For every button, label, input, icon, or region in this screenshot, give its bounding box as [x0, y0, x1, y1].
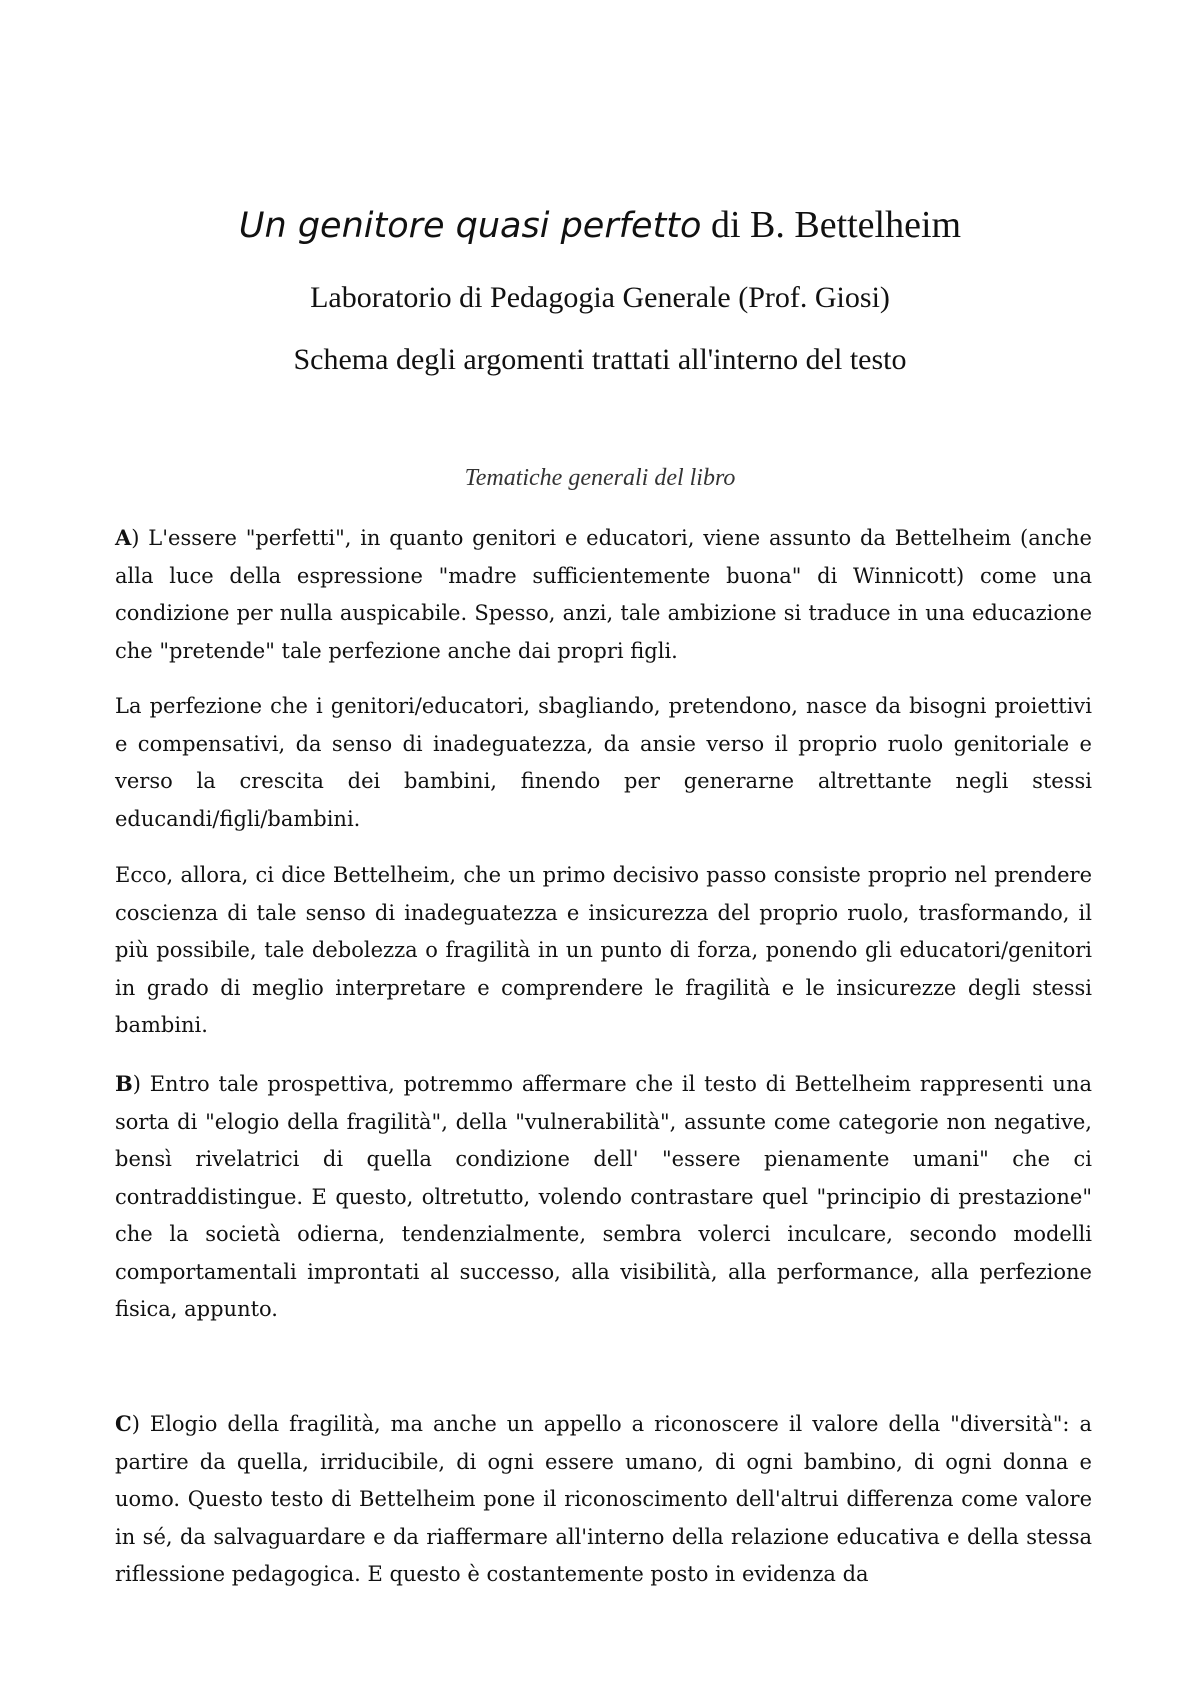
schema-subtitle: Schema degli argomenti trattati all'interno del testo [293, 343, 907, 376]
paragraph-a-2 [115, 688, 1092, 838]
paragraph-text: ) L'essere "perfetti", in quanto genitori e educatori, viene assunto da Bettelheim (anche alla luce della espressione "madre sufficientemente buona" di Winnicott) come una condizione per nulla auspicabile. Spesso, anzi, tale ambizione si traduce in una educazione che "pretende" tale perfezione anche dai propri figli. [115, 526, 1092, 663]
paragraph-b [115, 1065, 1092, 1329]
paragraph-text: ) Entro tale prospettiva, potremmo affermare che il testo di Bettelheim rappresenti una sorta di "elogio della fragilità", della "vulnerabilità", assunte come categorie non negative, bensì rivelatrici di quella condizione dell' "essere pienamente umani" che ci contraddistingue. E questo, oltretutto, volendo contrastare quel "principio di prestazione" che la società odierna, tendenzialmente, sembra volerci inculcare, secondo modelli comportamentali improntati al successo, alla visibilità, alla performance, alla perfezione fisica, appunto. [115, 1072, 1092, 1321]
paragraph-a-3 [115, 857, 1092, 1045]
paragraph-c [115, 1405, 1092, 1594]
paragraph-label: A [115, 525, 132, 550]
book-title: Un genitore quasi perfetto [238, 206, 702, 246]
course-subtitle: Laboratorio di Pedagogia Generale (Prof. Giosi) [310, 281, 890, 314]
paragraph-text: Ecco, allora, ci dice Bettelheim, che un primo decisivo passo consiste proprio nel prendere coscienza di tale senso di inadeguatezza e insicurezza del proprio ruolo, trasformando, il più possibile, tale debolezza o fragilità in un punto di forza, ponendo gli educatori/genitori in grado di meglio interpretare e comprendere le fragilità e le insicurezze degli stessi bambini. [115, 863, 1092, 1037]
paragraph-a [115, 519, 1092, 670]
author-credit: di B. Bettelheim [701, 204, 962, 246]
document-title [0, 200, 1200, 251]
paragraph-text: ) Elogio della fragilità, ma anche un appello a riconoscere il valore della "diversità": a partire da quella, irriducibile, di ogni essere umano, di ogni bambino, di ogni donna e uomo. Questo testo di Bettelheim pone il riconoscimento dell'altrui differenza come valore in sé, da salvaguardare e da riaffermare all'interno della relazione educativa e della stessa riflessione pedagogica. E questo è costantemente posto in evidenza da [115, 1412, 1092, 1586]
section-heading: Tematiche generali del libro [464, 465, 736, 491]
paragraph-text: La perfezione che i genitori/educatori, sbagliando, pretendono, nasce da bisogni proiettivi e compensativi, da senso di inadeguatezza, da ansie verso il proprio ruolo genitoriale e verso la crescita dei bambini, finendo per generarne altrettante negli stessi educandi/figli/bambini. [115, 694, 1092, 831]
paragraph-label: C [115, 1411, 132, 1436]
paragraph-label: B [115, 1071, 133, 1096]
